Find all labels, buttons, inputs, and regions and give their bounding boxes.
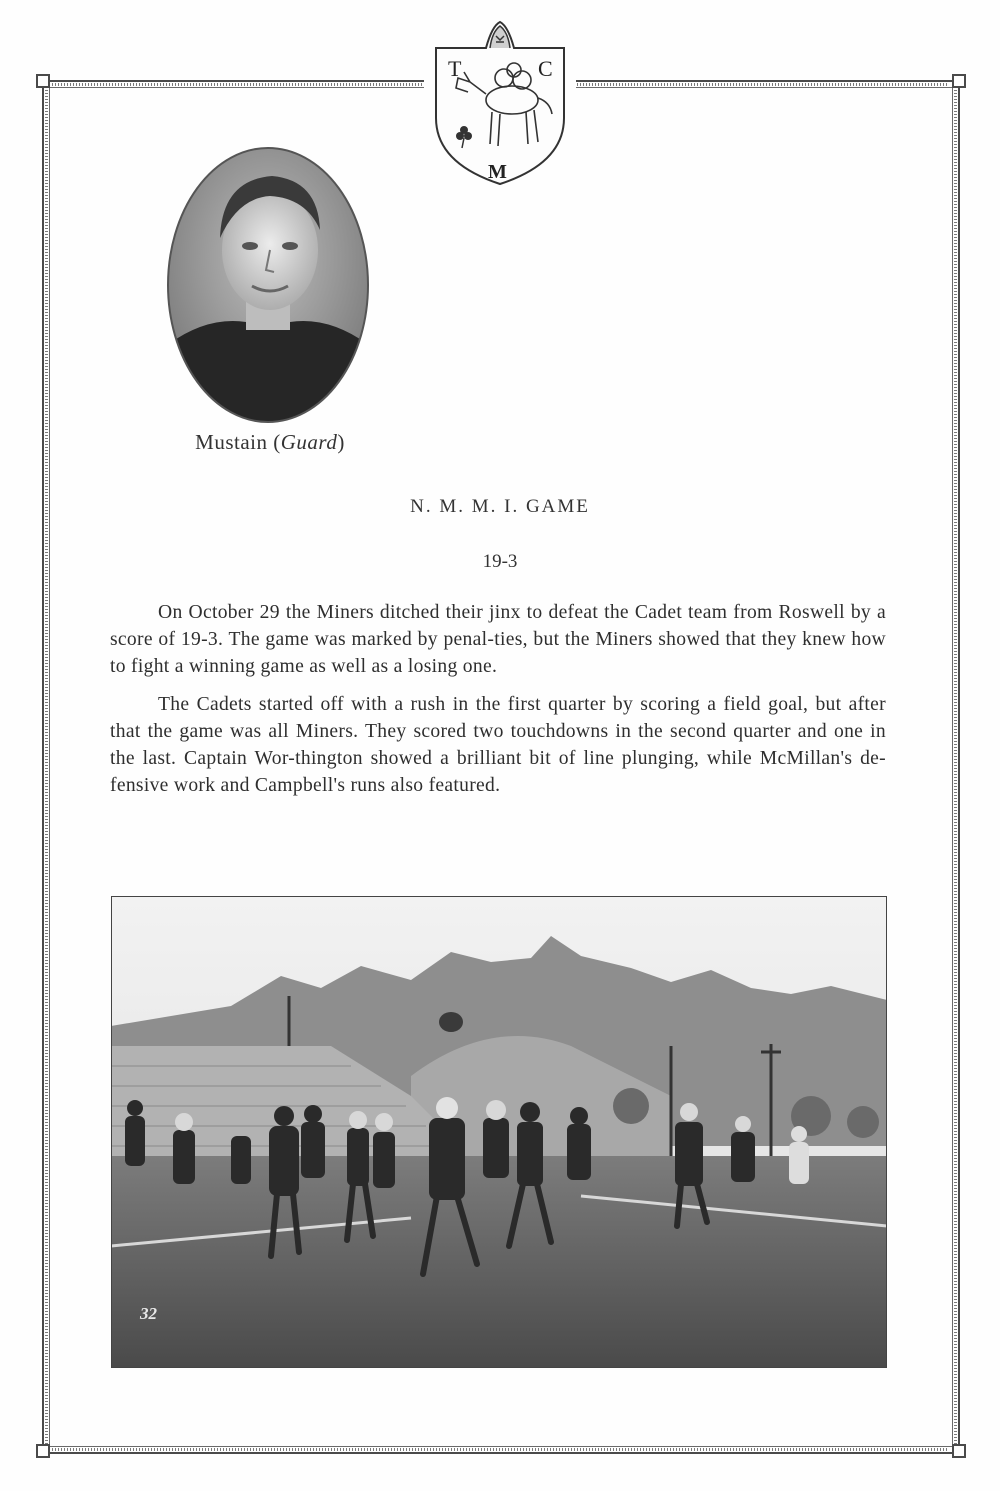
article-paragraph: The Cadets started off with a rush in the first quarter by scoring a field goal, but after that the game was all Miners. They scored two touchdowns in the second quarter and one in the last. Captain Wor-thington showed a brilliant bit of line plunging, while McMillan's de-fensive work and Campbell's runs also featured. [110,693,886,797]
border-corner-ornament [36,1444,50,1458]
page-border-hatch-left [45,90,48,1444]
article-paragraph: On October 29 the Miners ditched their jinx to defeat the Cadet team from Roswell by a score of 19-3. The game was marked by penal-ties, but the Miners showed that they knew how to fight a winning game as well as a losing one. [110,602,886,678]
player-role-text: Guard [280,430,338,454]
school-crest-logo [426,18,574,188]
player-role: (Guard) [273,430,345,454]
crest-letter-m: M [488,161,507,183]
border-corner-ornament [36,74,50,88]
article-score: 19-3 [482,551,518,572]
page-number: 32 [140,1304,157,1323]
article-heading: N. M. M. I. GAME [410,496,590,517]
border-corner-ornament [952,74,966,88]
crest-letter-c: C [538,56,553,81]
page-border-hatch-bottom [52,1448,948,1451]
border-corner-ornament [952,1444,966,1458]
article-body [110,599,886,809]
player-name: Mustain [195,430,268,454]
portrait-caption [160,430,380,455]
page-border-hatch-right [954,90,957,1444]
player-portrait-photo [166,146,370,424]
crest-letter-t: T [448,56,462,81]
football-game-photo [111,896,887,1368]
